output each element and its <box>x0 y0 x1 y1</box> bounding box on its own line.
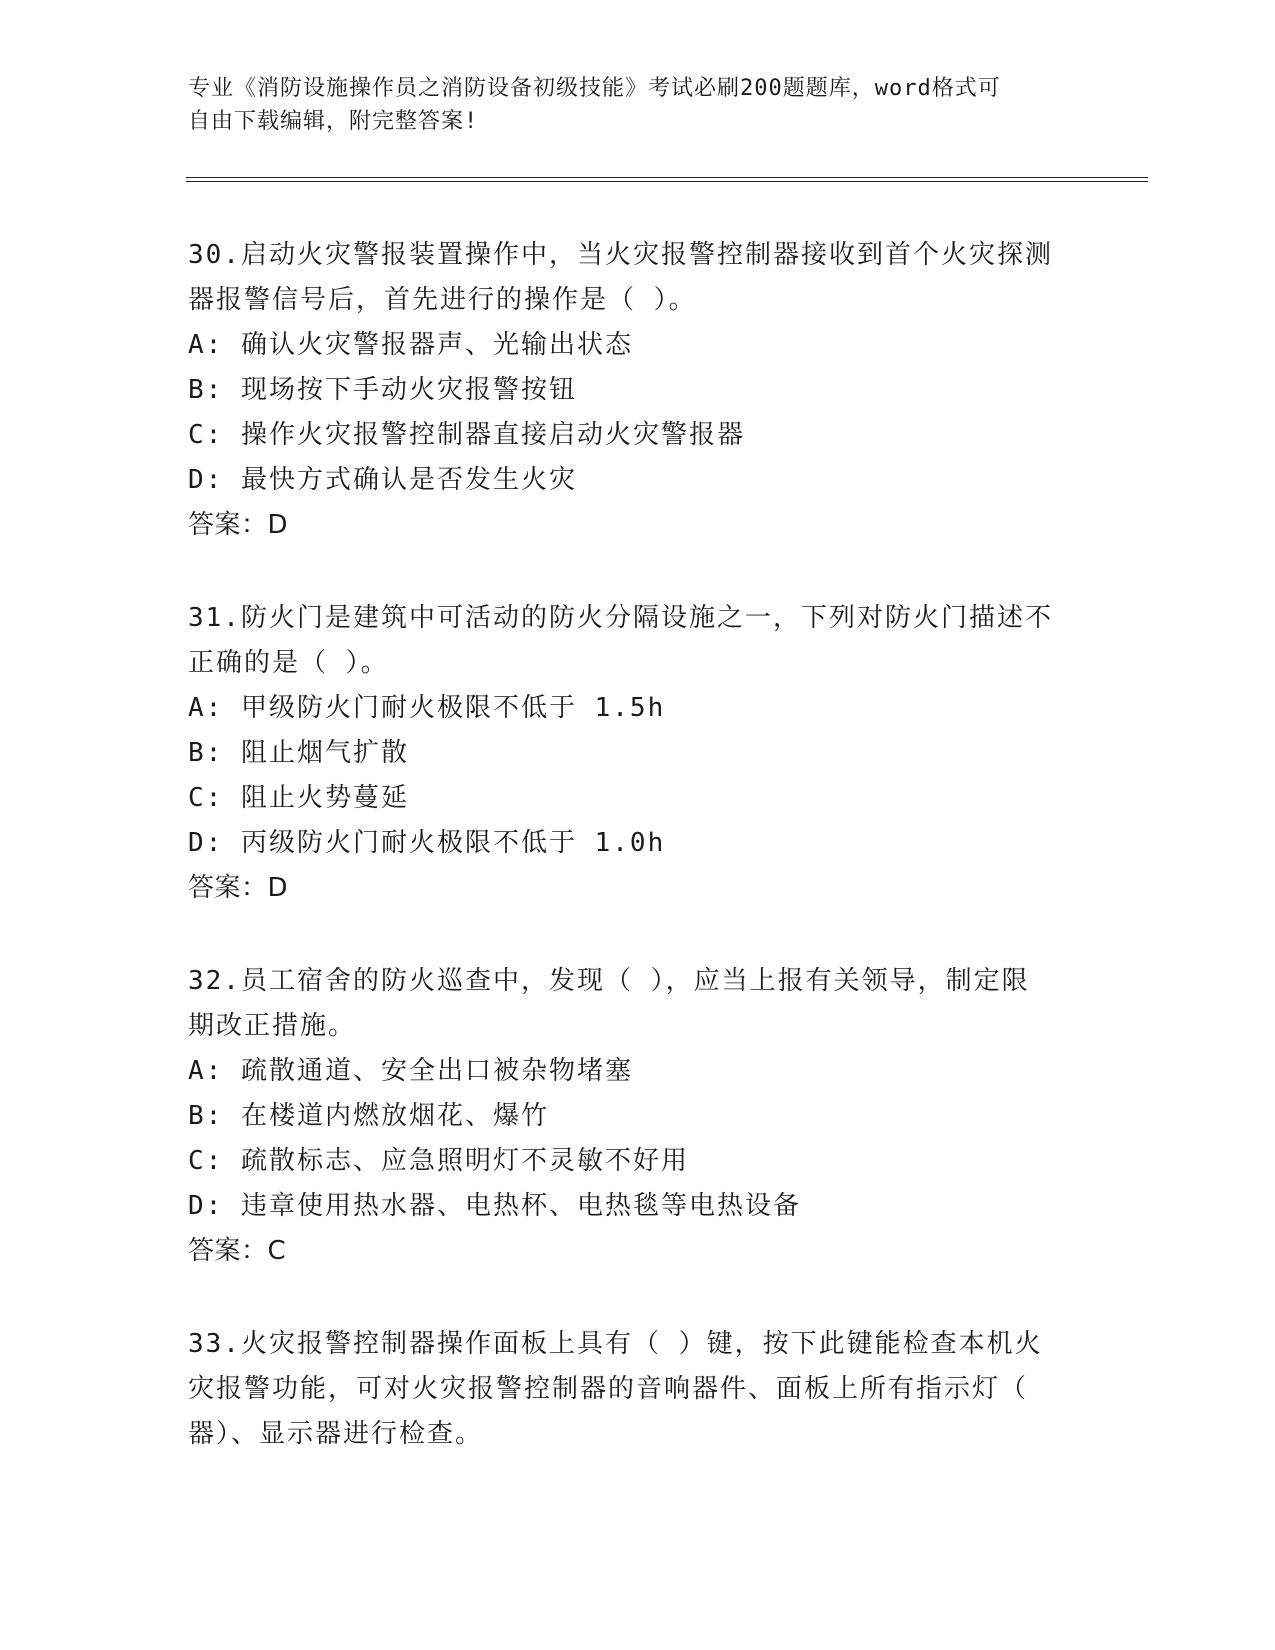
option-b: B: 在楼道内燃放烟花、爆竹 <box>188 1101 549 1131</box>
document-header <box>188 72 1068 138</box>
question-stem-line: 期改正措施。 <box>188 1011 357 1041</box>
option-b: B: 阻止烟气扩散 <box>188 738 409 768</box>
question-stem <box>188 1322 1088 1457</box>
question-32 <box>188 959 1088 1274</box>
answer: 答案：C <box>188 1236 287 1266</box>
answer: 答案：D <box>188 873 289 903</box>
header-line: 专业《消防设施操作员之消防设备初级技能》考试必刷200题题库，word格式可 <box>188 76 1001 101</box>
option-d: D: 丙级防火门耐火极限不低于 1.0h <box>188 828 666 858</box>
option-c: C: 操作火灾报警控制器直接启动火灾警报器 <box>188 420 745 450</box>
question-stem-line: 33.火灾报警控制器操作面板上具有（ ）键，按下此键能检查本机火 <box>188 1329 1043 1359</box>
question-33 <box>188 1322 1088 1457</box>
question-stem <box>188 959 1088 1049</box>
question-31 <box>188 596 1088 911</box>
option-b: B: 现场按下手动火灾报警按钮 <box>188 375 577 405</box>
option-d: D: 最快方式确认是否发生火灾 <box>188 465 577 495</box>
question-stem-line: 正确的是（ ）。 <box>188 648 389 678</box>
question-stem-line: 器报警信号后，首先进行的操作是（ ）。 <box>188 285 697 315</box>
option-c: C: 疏散标志、应急照明灯不灵敏不好用 <box>188 1146 689 1176</box>
question-stem-line: 30.启动火灾警报装置操作中，当火灾报警控制器接收到首个火灾探测 <box>188 240 1053 270</box>
option-d: D: 违章使用热水器、电热杯、电热毯等电热设备 <box>188 1191 801 1221</box>
question-stem <box>188 596 1088 686</box>
question-stem-line: 灾报警功能，可对火灾报警控制器的音响器件、面板上所有指示灯（ <box>188 1374 1029 1404</box>
question-stem-line: 32.员工宿舍的防火巡查中，发现（ ），应当上报有关领导，制定限 <box>188 966 1030 996</box>
option-a: A: 确认火灾警报器声、光输出状态 <box>188 330 633 360</box>
question-stem <box>188 233 1088 323</box>
option-c: C: 阻止火势蔓延 <box>188 783 409 813</box>
option-a: A: 甲级防火门耐火极限不低于 1.5h <box>188 693 666 723</box>
question-stem-line: 器）、显示器进行检查。 <box>188 1419 484 1449</box>
option-a: A: 疏散通道、安全出口被杂物堵塞 <box>188 1056 633 1086</box>
header-line: 自由下载编辑，附完整答案! <box>188 109 479 134</box>
question-30 <box>188 233 1088 548</box>
answer: 答案：D <box>188 510 289 540</box>
question-stem-line: 31.防火门是建筑中可活动的防火分隔设施之一，下列对防火门描述不 <box>188 603 1053 633</box>
header-divider <box>186 177 1148 182</box>
